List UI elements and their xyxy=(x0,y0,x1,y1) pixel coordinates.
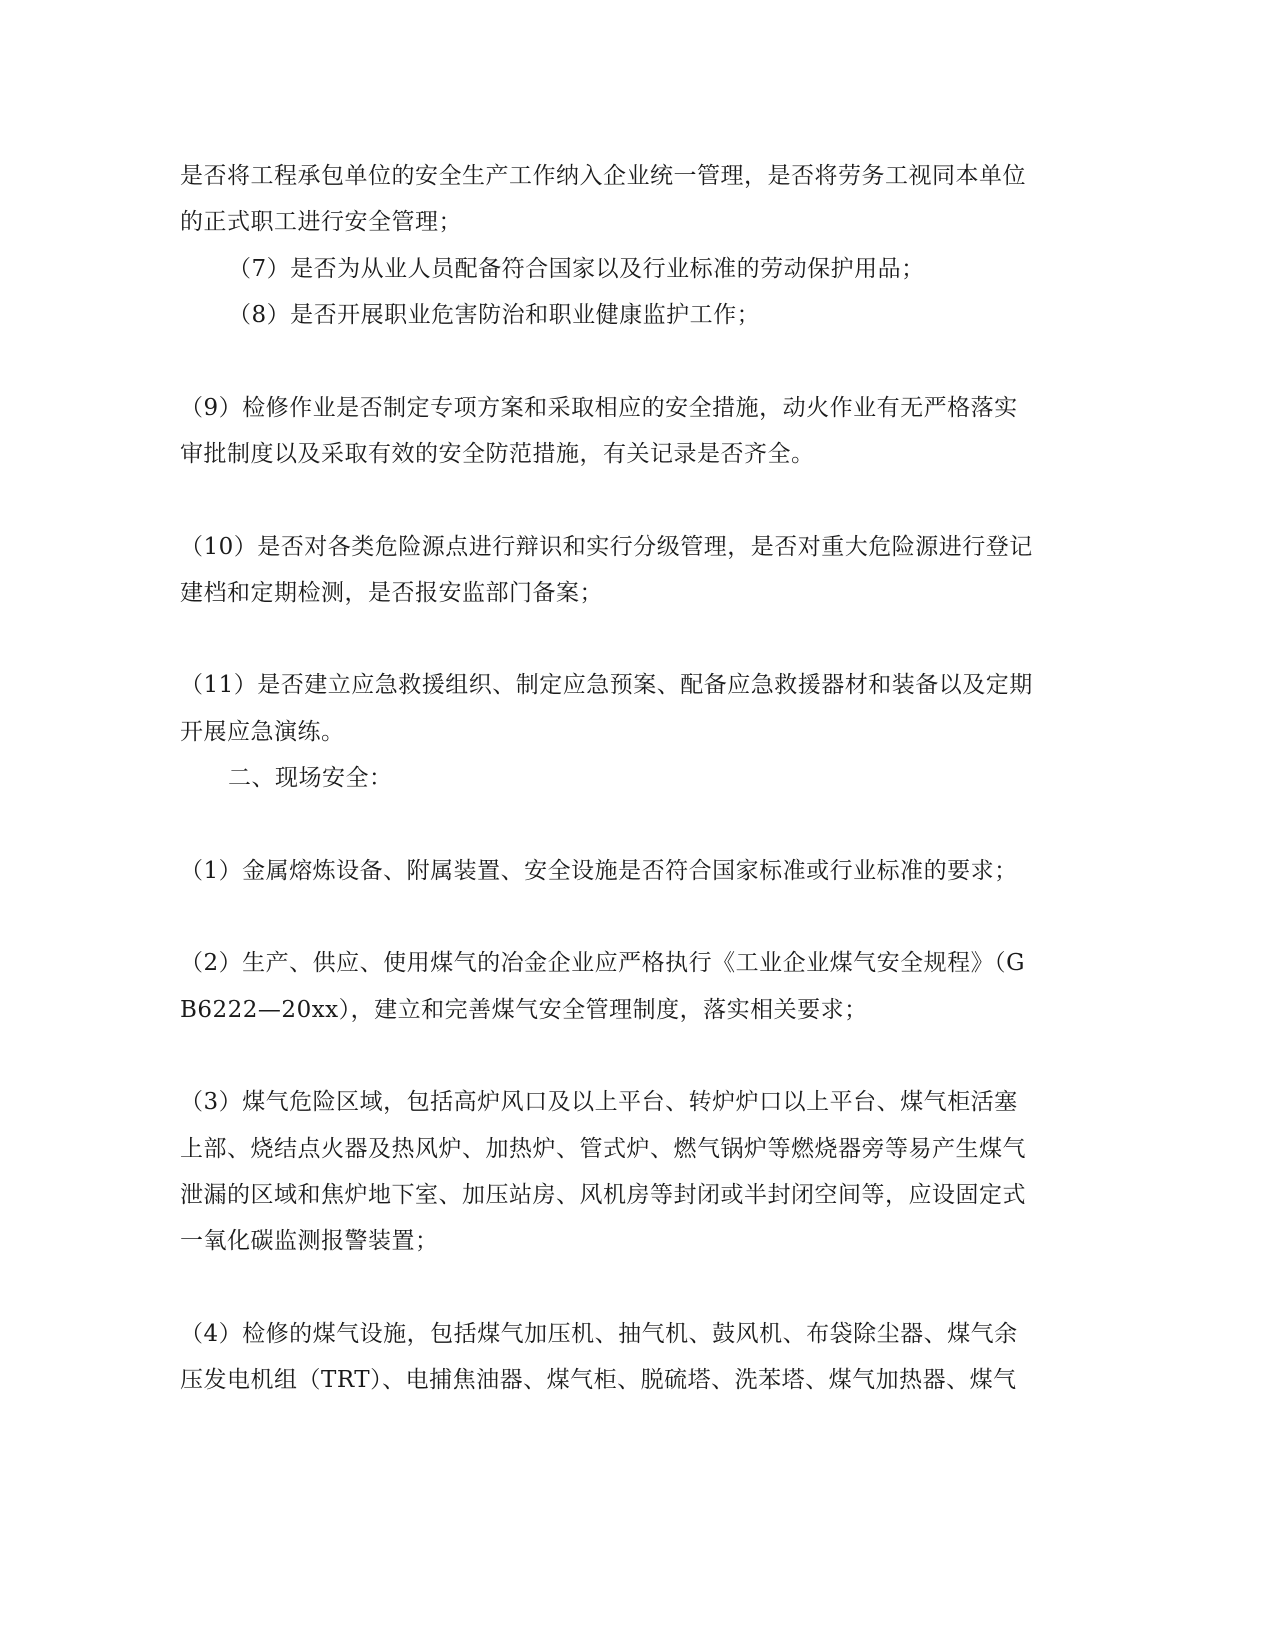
text-line: 是否将工程承包单位的安全生产工作纳入企业统一管理，是否将劳务工视同本单位 xyxy=(180,163,1026,189)
text-line: （7）是否为从业人员配备符合国家以及行业标准的劳动保护用品； xyxy=(228,256,925,282)
text-line: （10）是否对各类危险源点进行辩识和实行分级管理，是否对重大危险源进行登记 xyxy=(180,534,1033,560)
text-line: 的正式职工进行安全管理； xyxy=(180,209,462,235)
text-line: （3）煤气危险区域，包括高炉风口及以上平台、转炉炉口以上平台、煤气柜活塞 xyxy=(180,1089,1018,1115)
text-line: 压发电机组（TRT）、电捕焦油器、煤气柜、脱硫塔、洗苯塔、煤气加热器、煤气 xyxy=(180,1367,1017,1393)
text-line: （4）检修的煤气设施，包括煤气加压机、抽气机、鼓风机、布袋除尘器、煤气余 xyxy=(180,1321,1018,1347)
text-line: 泄漏的区域和焦炉地下室、加压站房、风机房等封闭或半封闭空间等，应设固定式 xyxy=(180,1182,1026,1208)
text-line: 上部、烧结点火器及热风炉、加热炉、管式炉、燃气锅炉等燃烧器旁等易产生煤气 xyxy=(180,1136,1026,1162)
text-line: 开展应急演练。 xyxy=(180,719,345,745)
text-line: （9）检修作业是否制定专项方案和采取相应的安全措施，动火作业有无严格落实 xyxy=(180,395,1018,421)
section-heading: 二、现场安全： xyxy=(228,765,393,791)
text-line: （1）金属熔炼设备、附属装置、安全设施是否符合国家标准或行业标准的要求； xyxy=(180,858,1018,884)
text-line: B6222—20xx），建立和完善煤气安全管理制度，落实相关要求； xyxy=(180,997,868,1023)
text-line: （11）是否建立应急救援组织、制定应急预案、配备应急救援器材和装备以及定期 xyxy=(180,672,1033,698)
text-line: （8）是否开展职业危害防治和职业健康监护工作； xyxy=(228,302,761,328)
text-line: 建档和定期检测，是否报安监部门备案； xyxy=(180,580,603,606)
text-line: 审批制度以及采取有效的安全防范措施，有关记录是否齐全。 xyxy=(180,441,815,467)
text-line: （2）生产、供应、使用煤气的冶金企业应严格执行《工业企业煤气安全规程》（G xyxy=(180,950,1026,976)
text-line: 一氧化碳监测报警装置； xyxy=(180,1228,439,1254)
